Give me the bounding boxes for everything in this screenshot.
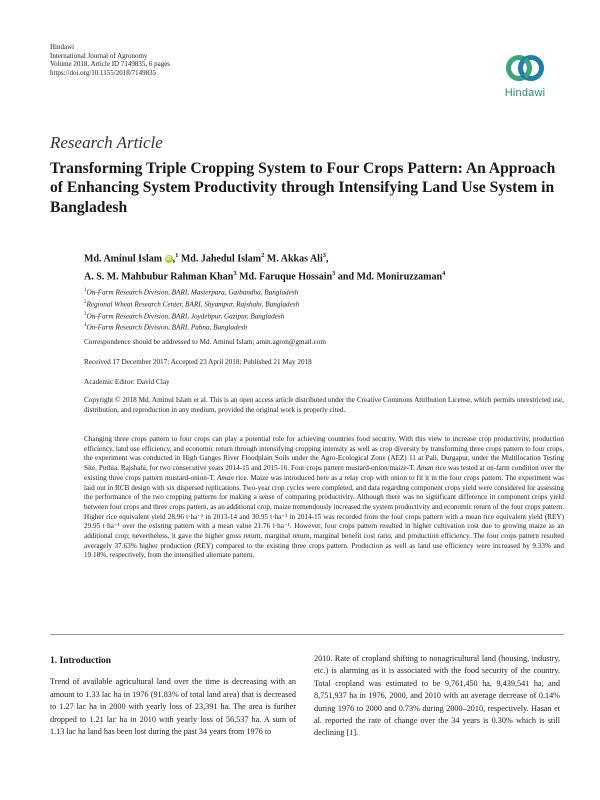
- article-type: Research Article: [50, 133, 163, 152]
- publication-dates: Received 17 December 2017; Accepted 23 April 2018; Published 21 May 2018: [84, 358, 312, 366]
- hindawi-rings-icon: [505, 50, 545, 86]
- affiliation-item: [84, 310, 299, 322]
- paper-title: Transforming Triple Cropping System to Four Crops Pattern: An Approach of Enhancing System Productivity through Intensifying Land Use System in Bangladesh: [50, 160, 556, 216]
- author-name: Md. Moniruzzaman: [356, 271, 443, 283]
- affiliation-marker: 3: [84, 311, 87, 317]
- abstract-part: Changing three crops pattern to four crops can play a potential role for achieving countries food security. With this view to increase crop productivity, production efficiency, land use efficiency, and economic return through intensifying cropping intensity as well as crop diversity by transforming three crops pattern to four crops, the experiment was conducted in High Ganges River Floodplain Soils under the Agro-Ecological Zone (AEZ) 11 at Pali, Durgapur, under the Multilocation Testing Site, Puthia, Rajshahi, for two consecutive years 2014-15 and 2015-16. Four crops pattern mustard-onion/maize-T.: [84, 435, 564, 473]
- author-name: A. S. M. Mahbubur Rahman Khan: [84, 271, 234, 283]
- abstract-italic: Aman: [416, 464, 434, 473]
- abstract: [84, 435, 564, 561]
- author-list: Md. Aminul Islam iD ,$^1$ Md. Jahedul Islam$^2$ M. Akkas Ali$^3$, A. S. M. Mahbubur Rahman Khan$^3$ Md. Faruque Hossain$^3$ and Md. Moniruzzaman$^4$: [84, 252, 446, 283]
- body-column-left: [50, 655, 296, 738]
- journal-name: International Journal of Agronomy: [50, 51, 148, 60]
- author-affil-marker: 1: [175, 252, 179, 259]
- abstract-italic: Aman: [217, 473, 234, 482]
- affiliation-item: [84, 286, 299, 298]
- affiliation-text: On-Farm Research Division, BARI, Masterpara, Gaibandha, Bangladesh: [86, 288, 299, 297]
- author-affil-marker: 3: [233, 270, 237, 278]
- affiliation-list: [84, 286, 299, 333]
- affiliation-text: On-Farm Research Division, BARI, Joydebpur, Gazipur, Bangladesh: [86, 311, 285, 320]
- author-affil-marker: 4: [442, 270, 446, 278]
- author-affil-marker: 2: [261, 252, 265, 259]
- doi-link[interactable]: https://doi.org/10.1155/2018/7149835: [50, 68, 157, 77]
- hindawi-logo: [496, 50, 554, 99]
- affiliation-marker: 2: [84, 299, 87, 305]
- academic-editor: Academic Editor: David Clay: [84, 378, 170, 386]
- section-divider: [50, 634, 564, 635]
- author-name: Md. Faruque Hossain: [239, 271, 333, 283]
- orcid-icon[interactable]: iD: [166, 256, 172, 263]
- intro-paragraph-left: Trend of available agricultural land over the time is decreasing with an amount to 1.33 lac ha in 1976 (91.83% of total land area) that is decreased to 1.27 lac ha in 2000 with yearly loss of 23,391 ha. The area is further dropped to 1.21 lac ha in 2010 with yearly loss of 56,537 ha. A sum of 1.13 lac ha land has been lost during the past 34 years from 1976 to: [50, 677, 296, 737]
- volume-info: Volume 2018, Article ID 7149835, 6 pages: [50, 60, 171, 69]
- logo-wordmark: Hindawi: [504, 87, 546, 99]
- abstract-part: rice. Maize was introduced here as a relay crop with onion to fit it in the four crops pattern. The experiment was laid out in RCB design with six dispersed replications. Two-year crop cycles were completed, and data regarding component crops yield were considered for assessing the performance of the two cropping patterns for making a sense of comparing productivity. Although there was no significant difference in component crops yield between four crops and three crops pattern, as an additional crop, maize tremendously increased the system productivity and economic return of the four crops pattern. Higher rice equivalent yield 28.96 t·ha⁻¹ in 2013-14 and 30.95 t·ha⁻¹ in 2014-15 was recorded from the four crops pattern with a mean rice equivalent yield (REY) 29.95 t·ha⁻¹ over the existing pattern with a mean value 21.76 t·ha⁻¹. However, four crops pattern resulted in higher cultivation cost due to growing maize as an additional crop; nevertheless, it gave the higher gross return, marginal return, marginal benefit cost ratio, and production efficiency. The four crops pattern resulted averagely 37.63% higher production (REY) compared to the existing three crops pattern. Production as well as land use efficiency were increased by 9.33% and 19.18%, respectively, from the intensified alternate pattern.: [84, 473, 564, 560]
- affiliation-marker: 1: [84, 288, 87, 293]
- author-affil-marker: 3: [322, 252, 326, 259]
- section-heading: 1. Introduction: [50, 656, 112, 666]
- author-name: Md. Jahedul Islam: [180, 253, 262, 265]
- affiliation-text: On-Farm Research Division, BARI, Pabna, Bangladesh: [86, 323, 248, 332]
- intro-paragraph-right: 2010. Rate of cropland shifting to nonagricultural land (housing, industry, etc.) is alarming as it is associated with the food security of the country. Total cropland was estimated to be 9,761,450 ha, 9,439,541 ha, and 8,751,937 ha in 1976, 2000, and 2010 with an average decrease of 0.14% during 1976 to 2000 and 0.73% during 2000–2010, respectively. Hasan et al. reported the rate of change over the 34 years is 0.30% which is still declining [1].: [314, 654, 560, 738]
- abstract-part: rice was tested at on-farm condition over the existing three crops pattern mustard-onion-T.: [84, 464, 564, 482]
- copyright-notice: Copyright © 2018 Md. Aminul Islam et al. This is an open access article distributed under the Creative Commons Attribution License, which permits unrestricted use, distribution, and reproduction in any medium, provided the original work is properly cited.: [84, 396, 564, 414]
- publisher-name: Hindawi: [50, 43, 75, 51]
- affiliation-item: [84, 298, 299, 310]
- journal-meta: [50, 43, 170, 77]
- body-column-right: [314, 653, 560, 740]
- author-affil-marker: 3: [332, 270, 336, 278]
- author-name: Md. Aminul Islam: [84, 253, 163, 265]
- correspondence: Correspondence should be addressed to Md. Aminul Islam; amin.agron@gmail.com: [84, 338, 326, 346]
- affiliation-text: Regional Wheat Research Center, BARI, Shyampur, Rajshahi, Bangladesh: [86, 300, 300, 309]
- affiliation-item: [84, 321, 299, 333]
- author-name: M. Akkas Ali: [266, 253, 323, 265]
- affiliation-marker: 4: [84, 323, 87, 329]
